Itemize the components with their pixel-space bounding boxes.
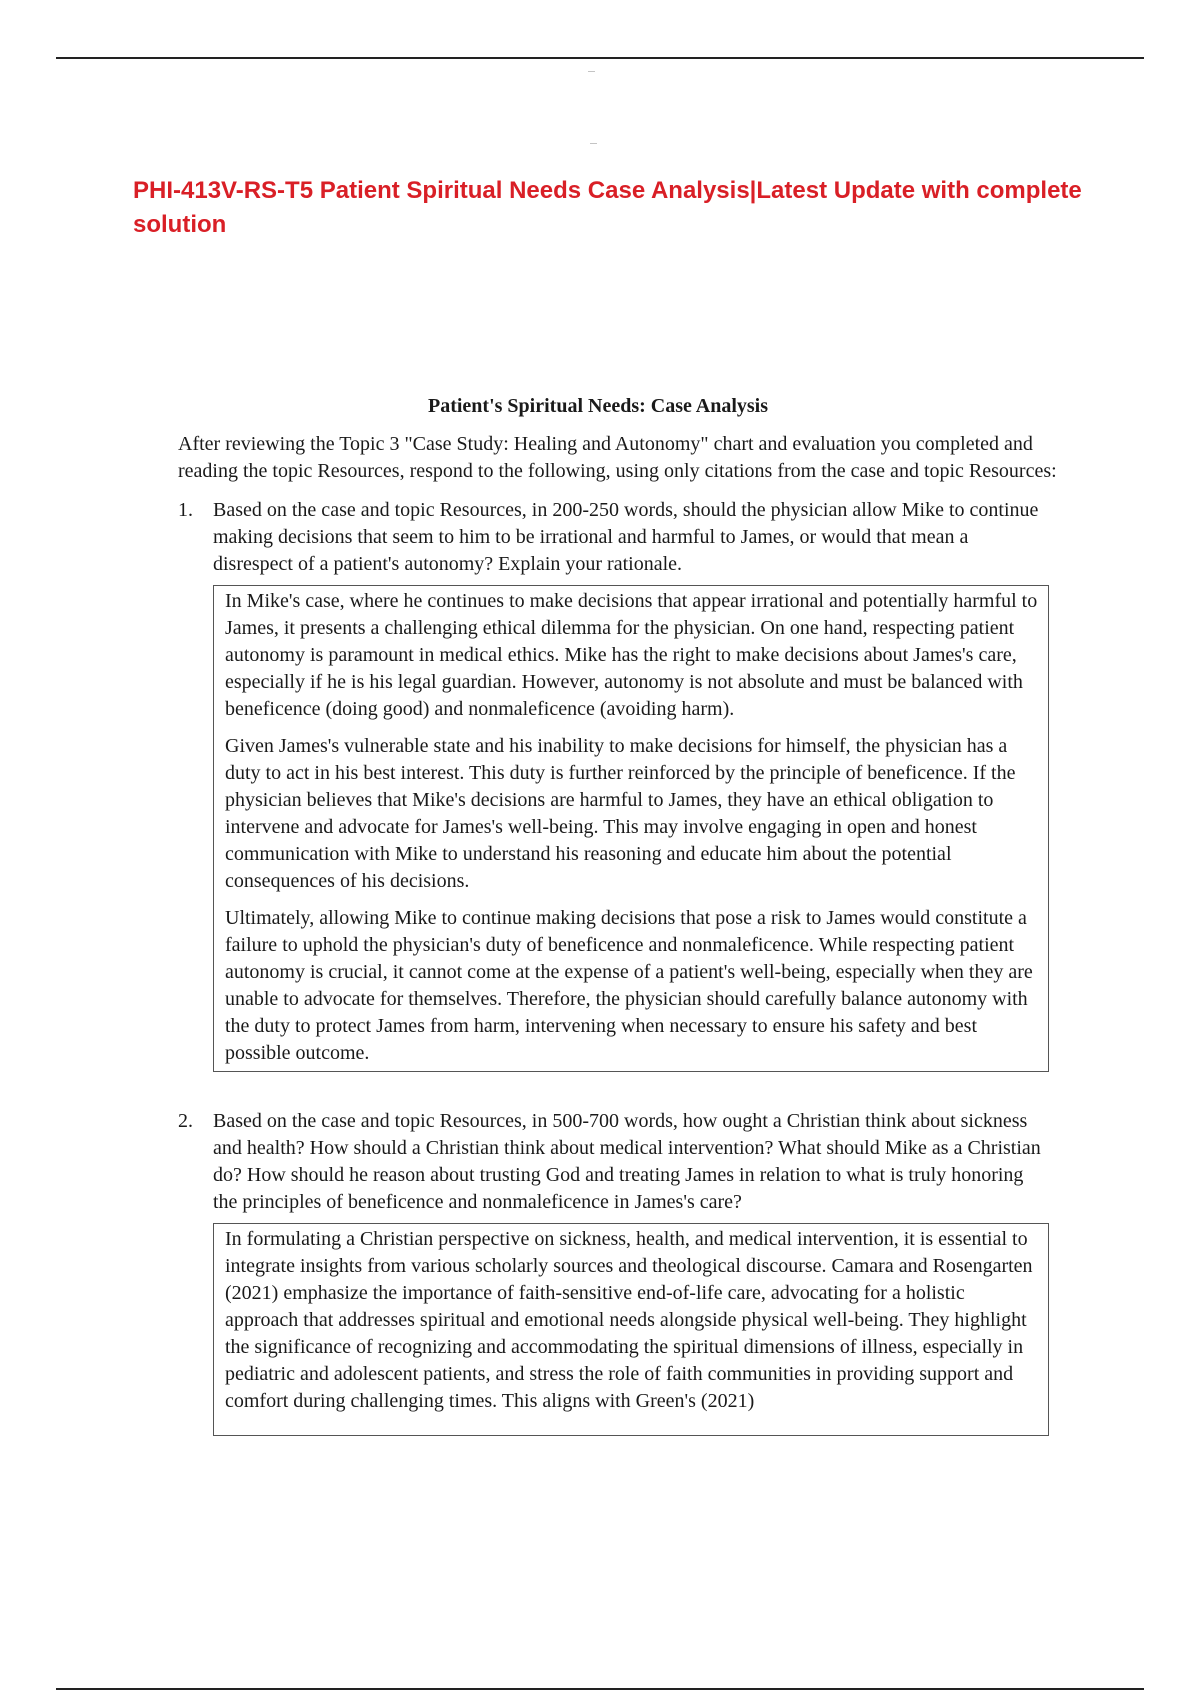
question-text: Based on the case and topic Resources, in 500-700 words, how ought a Christian think about sickness and health? How should a Christian think about medical intervention? What should Mike as a Christian do? How should he reason about trusting God and treating James in relation to what is truly honoring the principles of beneficence and nonmaleficence in James's care?: [213, 1110, 1041, 1213]
answer-paragraph: In Mike's case, where he continues to make decisions that appear irrational and potentially harmful to James, it presents a challenging ethical dilemma for the physician. On one hand, respecting patient autonomy is paramount in medical ethics. Mike has the right to make decisions about James's care, especially if he is his legal guardian. However, autonomy is not absolute and must be balanced with beneficence (doing good) and nonmaleficence (avoiding harm).: [225, 590, 1038, 720]
question-number: 1.: [178, 499, 193, 521]
document-title: PHI-413V-RS-T5 Patient Spiritual Needs Case Analysis|Latest Update with complete solution: [133, 177, 1082, 238]
intro-paragraph: After reviewing the Topic 3 "Case Study: Healing and Autonomy" chart and evaluation you completed and reading the topic Resources, respond to the following, using only citations from the case and topic Resources:: [178, 433, 1057, 482]
answer-paragraph: In formulating a Christian perspective on sickness, health, and medical intervention, it is essential to integrate insights from various scholarly sources and theological discourse. Camara and Rosengarten (2021) emphasize the importance of faith-sensitive end-of-life care, advocating for a holistic approach that addresses spiritual and emotional needs alongside physical well-being. They highlight the significance of recognizing and accommodating the spiritual dimensions of illness, especially in pediatric and adolescent patients, and stress the role of faith communities in providing support and comfort during challenging times. This aligns with Green's (2021): [225, 1228, 1033, 1412]
header-mark: —: [590, 140, 597, 147]
answer-paragraph: Given James's vulnerable state and his inability to make decisions for himself, the physician has a duty to act in his best interest. This duty is further reinforced by the principle of beneficence. If the physician believes that Mike's decisions are harmful to James, they have an ethical obligation to intervene and advocate for James's well-being. This may involve engaging in open and honest communication with Mike to understand his reasoning and educate him about the potential consequences of his decisions.: [225, 735, 1016, 892]
header-mark: —: [588, 68, 595, 75]
answer-paragraph: Ultimately, allowing Mike to continue making decisions that pose a risk to James would constitute a failure to uphold the physician's duty of beneficence and nonmaleficence. While respecting patient autonomy is crucial, it cannot come at the expense of a patient's well-being, especially when they are unable to advocate for themselves. Therefore, the physician should carefully balance autonomy with the duty to protect James from harm, intervening when necessary to ensure his safety and best possible outcome.: [225, 907, 1033, 1064]
question-1: [178, 497, 1058, 578]
question-number: 2.: [178, 1110, 193, 1132]
answer-box-1: [213, 585, 1049, 1072]
section-heading: Patient's Spiritual Needs: Case Analysis: [427, 395, 769, 417]
document-body: [178, 393, 1058, 1436]
bottom-rule: [56, 1688, 1144, 1690]
answer-box-2: [213, 1223, 1049, 1436]
question-text: Based on the case and topic Resources, in 200-250 words, should the physician allow Mike to continue making decisions that seem to him to be irrational and harmful to James, or would that mean a disrespect of a patient's autonomy? Explain your rationale.: [213, 499, 1039, 575]
top-rule: [56, 57, 1144, 59]
question-2: [178, 1108, 1058, 1216]
